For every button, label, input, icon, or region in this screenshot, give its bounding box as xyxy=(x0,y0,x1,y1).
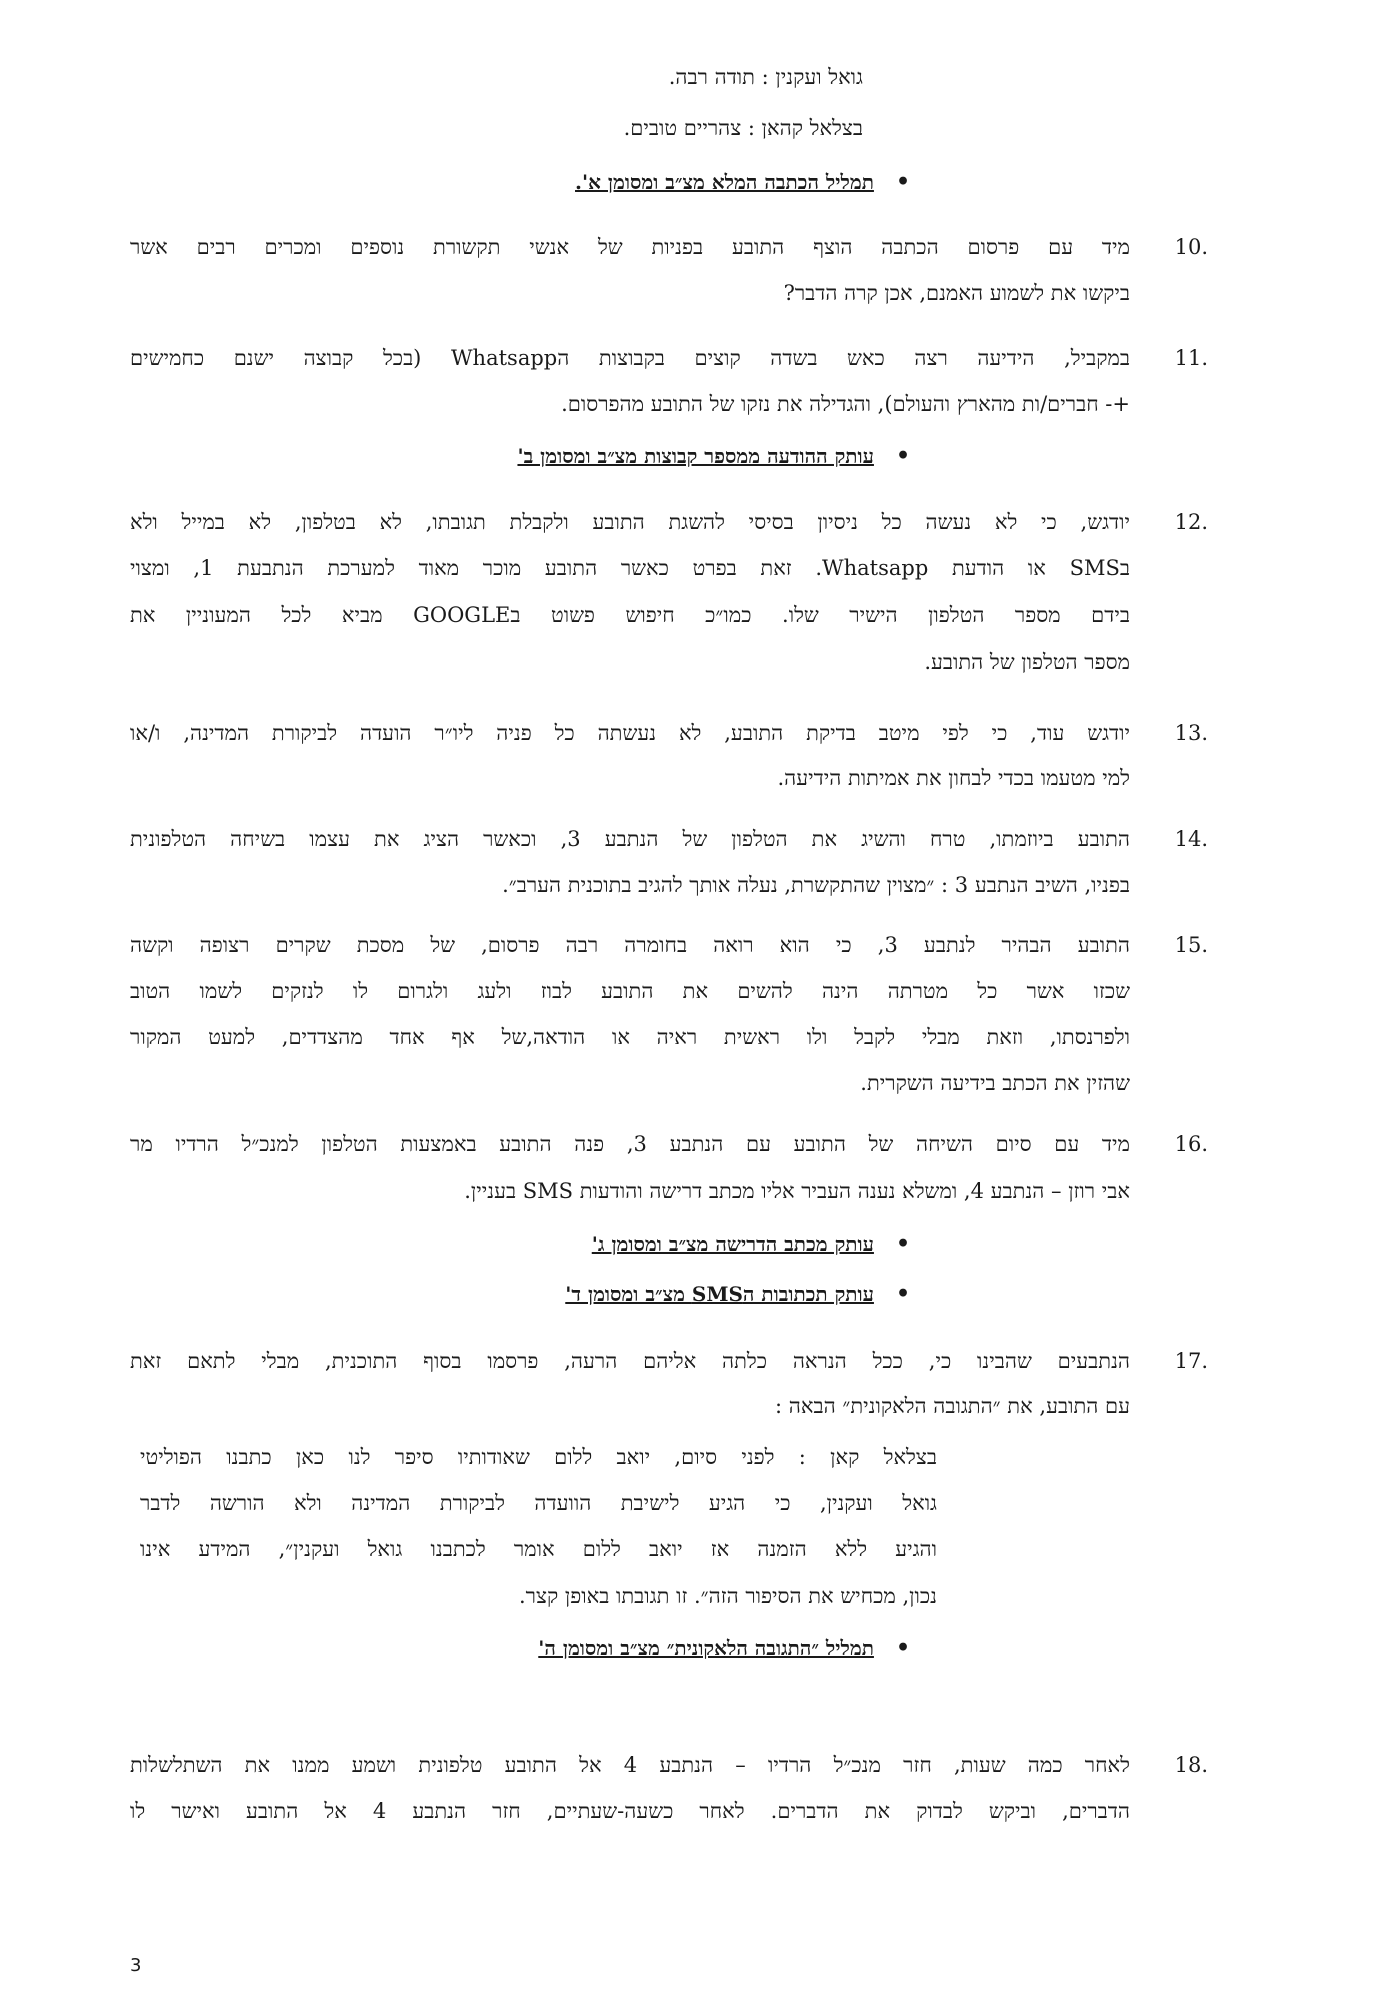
paragraph-number: 18. xyxy=(1174,1753,1208,1777)
bullet-item xyxy=(592,1229,910,1259)
bullet-text: עותק מכתב הדרישה מצ״ב ומסומן ג' xyxy=(591,1232,874,1256)
paragraph-line: +- חברים/ות מהארץ והעולם), והגדילה את נזקו של התובע מהפרסום. xyxy=(561,392,1130,416)
bullet-item xyxy=(575,167,910,197)
paragraph-line: יודגש, כי לא נעשה כל ניסיון בסיסי להשגת התובע ולקבלת תגובתו, לא בטלפון, לא במייל ולא xyxy=(130,510,1130,534)
bullet-dot-icon: • xyxy=(895,1231,910,1257)
bullet-text: עותק תכתובות הSMS מצ״ב ומסומן ד' xyxy=(565,1282,874,1306)
paragraph-line: במקביל, הידיעה רצה כאש בשדה קוצים בקבוצות הWhatsapp (בכל קבוצה ישנם כחמישים xyxy=(130,346,1131,370)
paragraph-line: שהזין את הכתב בידיעה השקרית. xyxy=(860,1071,1130,1095)
paragraph-line: בפניו, השיב הנתבע 3 : ״מצוין שהתקשרת, נעלה אותך להגיב בתוכנית הערב״. xyxy=(502,873,1130,897)
paragraph-number: 11. xyxy=(1174,346,1208,370)
paragraph-line: התובע הבהיר לנתבע 3, כי הוא רואה בחומרה רבה פרסום, של מסכת שקרים רצופה וקשה xyxy=(130,933,1131,957)
paragraph-line: מיד עם פרסום הכתבה הוצף התובע בפניות של אנשי תקשורת נוספים ומכרים רבים אשר xyxy=(130,235,1130,259)
paragraph-line: שכזו אשר כל מטרתה הינה להשים את התובע לבוז ולעג ולגרום לו לנזקים לשמו הטוב xyxy=(130,979,1130,1003)
paragraph-number: 12. xyxy=(1174,510,1208,534)
bullet-item xyxy=(517,441,910,471)
paragraph-line: ולפרנסתו, וזאת מבלי לקבל ולו ראשית ראיה או הודאה,של אף אחד מהצדדים, למעט המקור xyxy=(130,1025,1130,1049)
bullet-dot-icon: • xyxy=(895,169,910,195)
bullet-dot-icon: • xyxy=(895,1281,910,1307)
paragraph-line: מספר הטלפון של התובע. xyxy=(924,650,1130,674)
paragraph-number: 17. xyxy=(1174,1349,1208,1373)
quote-line: בצלאל קאן : לפני סיום, יואב ללום שאודותיו סיפר לנו כאן כתבנו הפוליטי xyxy=(140,1445,937,1469)
paragraph-number: 15. xyxy=(1174,933,1208,957)
paragraph-number: 10. xyxy=(1174,235,1208,259)
paragraph-line: למי מטעמו בכדי לבחון את אמיתות הידיעה. xyxy=(777,766,1130,790)
paragraph-line: יודגש עוד, כי לפי מיטב בדיקת התובע, לא נעשתה כל פניה ליו״ר הועדה לביקורת המדינה, ו/או xyxy=(130,721,1130,745)
paragraph-line: הנתבעים שהבינו כי, ככל הנראה כלתה אליהם הרעה, פרסמו בסוף התוכנית, מבלי לתאם זאת xyxy=(130,1349,1130,1373)
paragraph-line: בידם מספר הטלפון הישיר שלו. כמו״כ חיפוש פשוט בGOOGLE מביא לכל המעוניין את xyxy=(130,603,1130,627)
paragraph-line: לאחר כמה שעות, חזר מנכ״ל הרדיו – הנתבע 4 אל התובע טלפונית ושמע ממנו את השתלשלות xyxy=(130,1753,1130,1777)
paragraph-number: 13. xyxy=(1174,721,1208,745)
quote-line: והגיע ללא הזמנה אז יואב ללום אומר לכתבנו גואל ועקנין״, המידע אינו xyxy=(140,1537,937,1561)
bullet-dot-icon: • xyxy=(895,1635,910,1661)
paragraph-line: הדברים, וביקש לבדוק את הדברים. לאחר כשעה-שעתיים, חזר הנתבע 4 אל התובע ואישר לו xyxy=(130,1799,1130,1823)
dialog-line: גואל ועקנין : תודה רבה. xyxy=(668,65,863,89)
bullet-item xyxy=(538,1633,910,1663)
bullet-text: תמליל הכתבה המלא מצ״ב ומסומן א'. xyxy=(575,170,874,194)
paragraph-line: עם התובע, את ״התגובה הלאקונית״ הבאה : xyxy=(775,1394,1130,1418)
paragraph-line: התובע ביוזמתו, טרח והשיג את הטלפון של הנתבע 3, וכאשר הציג את עצמו בשיחה הטלפונית xyxy=(130,827,1130,851)
bullet-text: עותק ההודעה ממספר קבוצות מצ״ב ומסומן ב' xyxy=(517,444,874,468)
dialog-line: בצלאל קהאן : צהריים טובים. xyxy=(623,116,863,140)
paragraph-number: 14. xyxy=(1174,827,1208,851)
bullet-dot-icon: • xyxy=(895,443,910,469)
page-number: 3 xyxy=(130,1955,142,1976)
quote-line: גואל ועקנין, כי הגיע לישיבת הוועדה לביקורת המדינה ולא הורשה לדבר xyxy=(140,1491,937,1515)
paragraph-line: אבי רוזן – הנתבע 4, ומשלא נענה העביר אליו מכתב דרישה והודעות SMS בעניין. xyxy=(464,1179,1130,1203)
paragraph-number: 16. xyxy=(1174,1132,1208,1156)
paragraph-line: ביקשו את לשמוע האמנם, אכן קרה הדבר? xyxy=(783,281,1130,305)
quote-line: נכון, מכחיש את הסיפור הזה״. זו תגובתו באופן קצר. xyxy=(518,1584,937,1608)
paragraph-line: בSMS או הודעת Whatsapp. זאת בפרט כאשר התובע מוכר מאוד למערכת הנתבעת 1, ומצוי xyxy=(130,556,1130,580)
paragraph-line: מיד עם סיום השיחה של התובע עם הנתבע 3, פנה התובע באמצעות הטלפון למנכ״ל הרדיו מר xyxy=(130,1132,1130,1156)
bullet-item xyxy=(565,1279,910,1309)
bullet-text: תמליל ״התגובה הלאקונית״ מצ״ב ומסומן ה' xyxy=(538,1636,874,1660)
